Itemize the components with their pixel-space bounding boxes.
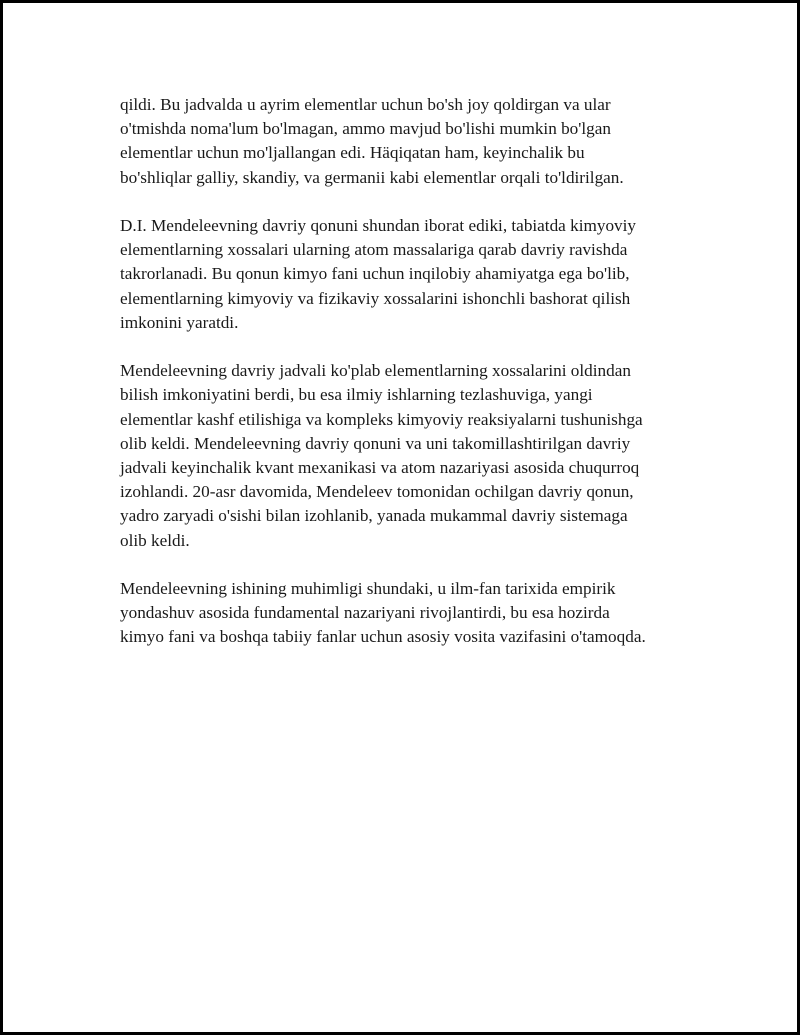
text-line: Mendeleevning ishining muhimligi shundaki, u ilm-fan tarixida empirik [120,579,616,599]
document-body [120,93,700,674]
text-line: D.I. Mendeleevning davriy qonuni shundan iborat ediki, tabiatda kimyoviy [120,216,636,235]
text-line: Mendeleevning davriy jadvali ko'plab elementlarning xossalarini oldindan [120,361,631,381]
text-line: elementlarning kimyoviy va fizikaviy xossalarini ishonchli bashorat qilish [120,288,631,308]
text-line: olib keldi. Mendeleevning davriy qonuni va uni takomillashtirilgan davriy [120,433,631,453]
text-line: izohlandi. 20-asr davomida, Mendeleev tomonidan ochilgan davriy qonun, [120,482,634,502]
text-line: kimyo fani va boshqa tabiiy fanlar uchun asosiy vosita vazifasini o'tamoqda. [120,627,646,647]
text-line: bo'shliqlar galliy, skandiy, va germanii kabi elementlar orqali to'ldirilgan. [120,167,624,187]
text-line: elementlar kashf etilishiga va kompleks kimyoviy reaksiyalarni tushunishga [120,409,643,429]
text-line: elementlarning xossalari ularning atom massalariga qarab davriy ravishda [120,240,628,260]
text-line: elementlar uchun mo'ljallangan edi. Häqiqatan ham, keyinchalik bu [120,143,585,163]
text-line: o'tmishda noma'lum bo'lmagan, ammo mavjud bo'lishi mumkin bo'lgan [120,119,611,139]
text-line: jadvali keyinchalik kvant mexanikasi va atom nazariyasi asosida chuqurroq [120,458,640,478]
paragraph-1 [120,93,700,190]
text-line: bilish imkoniyatini berdi, bu esa ilmiy ishlarning tezlashuviga, yangi [120,385,593,405]
text-line: yondashuv asosida fundamental nazariyani rivojlantirdi, bu esa hozirda [120,603,610,623]
paragraph-4 [120,577,700,650]
paragraph-3 [120,359,700,553]
text-line: takrorlanadi. Bu qonun kimyo fani uchun inqilobiy ahamiyatga ega bo'lib, [120,264,630,284]
paragraph-2 [120,214,700,335]
text-line: olib keldi. [120,530,190,550]
text-line: yadro zaryadi o'sishi bilan izohlanib, yanada mukammal davriy sistemaga [120,506,628,526]
text-line: qildi. Bu jadvalda u ayrim elementlar uchun bo'sh joy qoldirgan va ular [120,95,611,114]
text-line: imkonini yaratdi. [120,312,239,332]
